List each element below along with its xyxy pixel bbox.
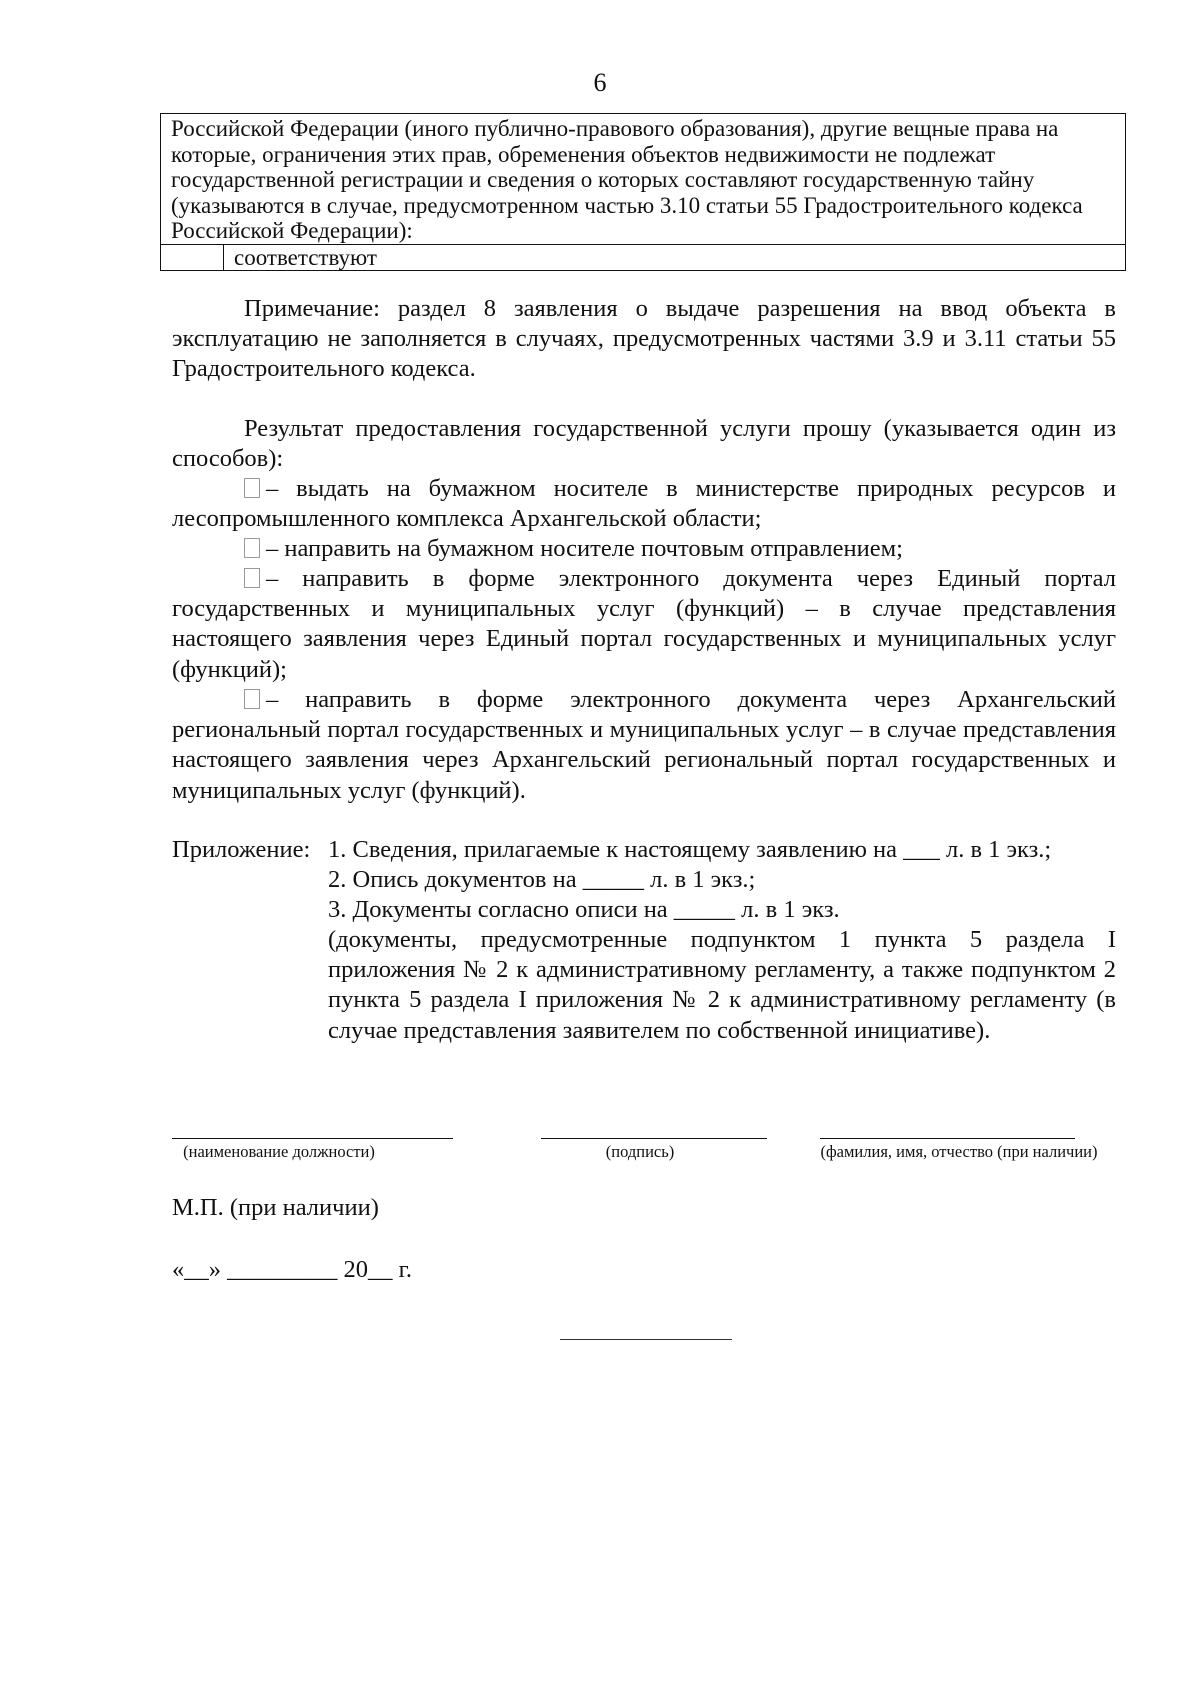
attachment-item: 3. Документы согласно описи на _____ л. в 1 экз. (328, 896, 840, 923)
note-paragraph (172, 294, 1116, 385)
result-intro (172, 414, 1116, 474)
signature-line (541, 1138, 767, 1139)
checkbox-icon[interactable] (244, 568, 260, 588)
attachments-label: Приложение: (172, 836, 311, 863)
name-caption: (фамилия, имя, отчество (при наличии) (820, 1142, 1098, 1161)
attachment-item: 1. Сведения, прилагаемые к настоящему заявлению на ___ л. в 1 экз.; (328, 836, 1052, 863)
result-option (172, 534, 1116, 564)
table-row (161, 114, 1126, 245)
result-option-text: – направить в форме электронного документа через Единый портал государственных и муниципальных услуг (функций) – в случае представления настоящего заявления через Единый портал государственных и муниципальных услуг (функций); (172, 565, 1116, 683)
info-table (160, 113, 1126, 271)
note-text: Примечание: раздел 8 заявления о выдаче разрешения на ввод объекта в эксплуатацию не заполняется в случаях, предусмотренных частями 3.9 и 3.11 статьи 55 Градостроительного кодекса. (172, 295, 1116, 383)
table-text-cell: Российской Федерации (иного публично-правового образования), другие вещные права на которые, ограничения этих прав, обременения объектов недвижимости не подлежат государственной регистрации и сведения о которых составляют государственную тайну (указываются в случае, предусмотренном частью 3.10 статьи 55 Градостроительного кодекса Российской Федерации): (161, 114, 1126, 245)
result-option (172, 564, 1116, 685)
page-number: 6 (593, 68, 607, 97)
result-option (172, 685, 1116, 806)
result-option-text: – направить на бумажном носителе почтовым отправлением; (266, 535, 903, 562)
date-line: «__» _________ 20__ г. (172, 1256, 413, 1283)
checkbox-icon[interactable] (244, 478, 260, 498)
result-option-text: – направить в форме электронного документа через Архангельский региональный портал государственных и муниципальных услуг – в случае представления настоящего заявления через Архангельский региональный портал государственных и муниципальных услуг (функций). (172, 686, 1116, 804)
position-signature-line (172, 1138, 453, 1139)
name-signature-line (820, 1138, 1075, 1139)
position-caption: (наименование должности) (183, 1142, 375, 1161)
checkbox-icon[interactable] (244, 689, 260, 709)
result-intro-text: Результат предоставления государственной услуги прошу (указывается один из способов): (172, 415, 1116, 473)
table-answer-cell: соответствуют (224, 244, 1126, 271)
checkbox-icon[interactable] (244, 538, 260, 558)
signature-caption: (подпись) (605, 1142, 675, 1161)
result-option-text: – выдать на бумажном носителе в министерстве природных ресурсов и лесопромышленного комплекса Архангельской области; (172, 475, 1116, 533)
attachments-note: (документы, предусмотренные подпунктом 1 пункта 5 раздела I приложения № 2 к административному регламенту, а также подпунктом 2 пункта 5 раздела I приложения № 2 к административному регламенту (в случае представления заявителем по собственной инициативе). (328, 926, 1116, 1044)
table-row (161, 244, 1126, 271)
attachment-item: 2. Опись документов на _____ л. в 1 экз.; (328, 866, 756, 893)
end-rule (560, 1339, 732, 1340)
table-empty-cell (161, 244, 224, 271)
stamp-label: М.П. (при наличии) (172, 1194, 379, 1221)
result-option (172, 474, 1116, 534)
